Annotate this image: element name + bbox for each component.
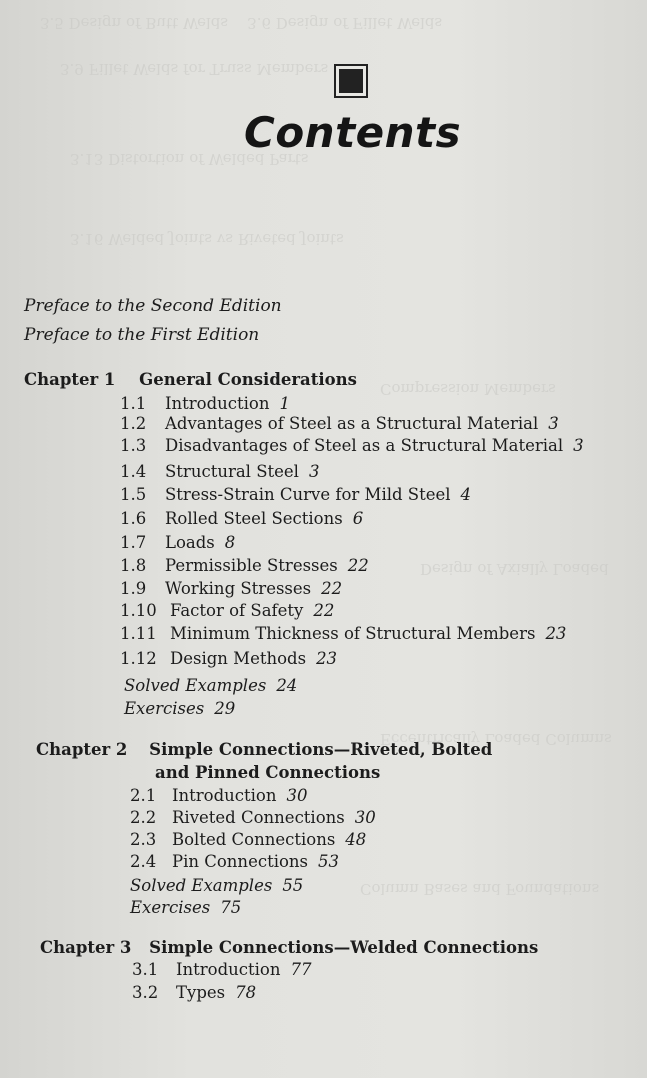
- toc-entry[interactable]: [120, 579, 342, 598]
- chapter-2-title-cont: and Pinned Connections: [155, 763, 381, 782]
- page-number: 48: [345, 830, 367, 849]
- chapter-3-heading[interactable]: [40, 938, 538, 957]
- section-number: 2.4: [130, 852, 157, 871]
- section-number: 3.2: [132, 983, 159, 1002]
- chapter-label: Chapter 3: [40, 938, 132, 957]
- page-number: 3: [308, 462, 320, 481]
- page-number: 3: [548, 414, 559, 433]
- entry-title: Exercises: [130, 898, 211, 917]
- toc-entry[interactable]: [120, 394, 290, 413]
- toc-entry[interactable]: [120, 414, 559, 433]
- page-number: 30: [354, 808, 376, 827]
- exercises-entry[interactable]: [124, 699, 235, 718]
- section-number: 1.5: [120, 485, 147, 504]
- section-number: 1.3: [120, 436, 147, 455]
- preface-second-edition[interactable]: Preface to the Second Edition: [24, 296, 282, 316]
- page-number: 6: [352, 509, 364, 528]
- page-number: 24: [276, 676, 298, 695]
- section-title: Types: [176, 983, 226, 1002]
- toc-entry[interactable]: [132, 983, 256, 1002]
- toc-entry[interactable]: [132, 960, 312, 979]
- section-number: 3.1: [132, 960, 159, 979]
- section-title: Pin Connections: [172, 852, 309, 871]
- section-title: Introduction: [172, 786, 277, 805]
- section-number: 1.6: [120, 509, 147, 528]
- toc-entry[interactable]: [130, 852, 339, 871]
- section-number: 1.7: [120, 533, 147, 552]
- page-number: 30: [286, 786, 308, 805]
- chapter-label: Chapter 1: [24, 370, 116, 389]
- toc-entry[interactable]: [120, 509, 363, 528]
- page-number: 4: [460, 485, 472, 504]
- section-title: Factor of Safety: [170, 601, 304, 620]
- section-number: 1.8: [120, 556, 147, 575]
- section-title: Structural Steel: [165, 462, 299, 481]
- section-title: Disadvantages of Steel as a Structural Material: [165, 436, 564, 455]
- page-number: 55: [282, 876, 304, 895]
- solved-examples-entry[interactable]: [124, 676, 297, 695]
- section-number: 1.9: [120, 579, 147, 598]
- section-title: Minimum Thickness of Structural Members: [170, 624, 536, 643]
- page-number: 8: [224, 533, 236, 552]
- section-title: Riveted Connections: [172, 808, 345, 827]
- section-title: Advantages of Steel as a Structural Material: [165, 414, 539, 433]
- chapter-marker-icon: [336, 66, 366, 96]
- page-number: 77: [290, 960, 312, 979]
- section-number: 2.3: [130, 830, 157, 849]
- exercises-entry[interactable]: [130, 898, 241, 917]
- section-title: Loads: [165, 533, 215, 552]
- section-number: 1.11: [120, 624, 157, 643]
- chapter-title: General Considerations: [139, 370, 357, 389]
- toc-entry[interactable]: [120, 556, 369, 575]
- section-title: Design Methods: [170, 649, 307, 668]
- page-title: Contents: [244, 108, 462, 157]
- toc-entry[interactable]: [120, 649, 337, 668]
- book-page: 3.5 Design of Butt Welds 3.6 Design of Fillet Welds 3.9 Fillet Welds for Truss Members 3.13 Distortion of Welded Parts 3.16 Welded Joints vs Riveted Joints Compression Members Design of Axially Loaded Eccentrically Loaded Columns Column Bases and Foundations Contents Preface to the Second Edition Preface to the First Edition Chapter 1 General Considerations 1.1 Introduction 1 1.2 Advantages of Steel as a Structural Material 3 1.3 Disadvantages of Steel as a Structural Material 3 1.4 Structural Steel 3 1.5 Stress-Strain Curve for Mild Steel 4 1.6 Rolled Steel Sections 6 1.7 Loads 8 1.8 Permissible Stresses 22 1.9 Working Stresses 22 1.10 Factor of Safety 22 1.11 Minimum Thickness of Structural Members 23 1.12 Design Methods 23 Solved Examples 24 Exercises 29 Chapter 2 Simple Connections—Riveted, Bolted and Pinned Connections 2.1 Introduction 30 2.2 Riveted Connections 30 2.3 Bolted Connections 48 2.4 Pin Connections 53 Solved Examples 55 Exercises 75 Chapter 3 Simple Connections—Welded Connections 3.1 Introduction 77 3.2 Types 78: [0, 0, 647, 1078]
- toc-entry[interactable]: [130, 808, 376, 827]
- section-title: Stress-Strain Curve for Mild Steel: [165, 485, 451, 504]
- page-number: 53: [318, 852, 340, 871]
- page-number: 22: [313, 601, 335, 620]
- page-number: 22: [321, 579, 343, 598]
- section-title: Introduction: [165, 394, 270, 413]
- page-number: 23: [316, 649, 338, 668]
- toc-entry[interactable]: [120, 436, 584, 455]
- chapter-label: Chapter 2: [36, 740, 128, 759]
- section-number: 2.2: [130, 808, 157, 827]
- section-title: Bolted Connections: [172, 830, 336, 849]
- toc-entry[interactable]: [120, 601, 334, 620]
- toc-entry[interactable]: [120, 533, 235, 552]
- preface-first-edition[interactable]: Preface to the First Edition: [24, 325, 260, 345]
- section-title: Permissible Stresses: [165, 556, 338, 575]
- page-number: 29: [214, 699, 236, 718]
- section-title: Rolled Steel Sections: [165, 509, 343, 528]
- toc-entry[interactable]: [120, 624, 566, 643]
- entry-title: Solved Examples: [124, 676, 267, 695]
- chapter-title: Simple Connections—Riveted, Bolted: [149, 740, 493, 759]
- section-number: 1.10: [120, 601, 157, 620]
- page-number: 22: [347, 556, 369, 575]
- page-number: 78: [235, 983, 257, 1002]
- chapter-title: Simple Connections—Welded Connections: [149, 938, 539, 957]
- section-number: 1.2: [120, 414, 147, 433]
- solved-examples-entry[interactable]: [130, 876, 303, 895]
- entry-title: Exercises: [124, 699, 205, 718]
- section-number: 1.4: [120, 462, 147, 481]
- toc-entry[interactable]: [120, 485, 471, 504]
- section-number: 1.1: [120, 394, 147, 413]
- chapter-1-heading[interactable]: [24, 370, 357, 389]
- entry-title: Solved Examples: [130, 876, 273, 895]
- page-number: 3: [573, 436, 584, 455]
- section-number: 2.1: [130, 786, 157, 805]
- section-number: 1.12: [120, 649, 157, 668]
- toc-entry[interactable]: [120, 462, 319, 481]
- chapter-2-heading[interactable]: [36, 740, 492, 759]
- page-number: 23: [545, 624, 567, 643]
- section-title: Introduction: [176, 960, 281, 979]
- page-number: 75: [220, 898, 242, 917]
- page-number: 1: [279, 394, 290, 413]
- section-title: Working Stresses: [165, 579, 312, 598]
- toc-entry[interactable]: [130, 786, 308, 805]
- toc-entry[interactable]: [130, 830, 366, 849]
